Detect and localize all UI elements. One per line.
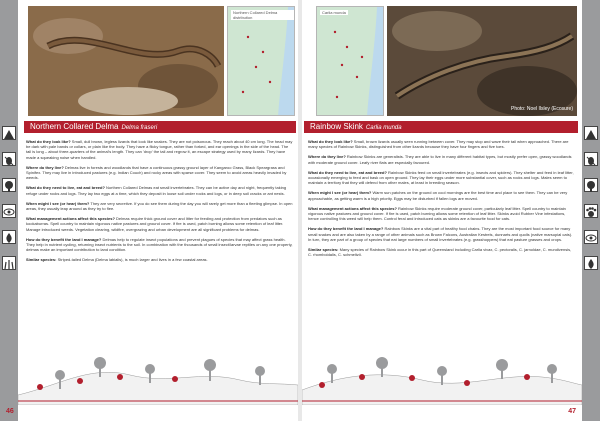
- map-title: Northern Collared Delma distribution: [231, 10, 294, 20]
- section-question: What management actions affect this species?: [308, 205, 397, 211]
- species-name: Northern Collared Delma: [30, 122, 119, 131]
- tree-icon: [584, 178, 598, 192]
- icon-column: [0, 126, 18, 282]
- bug-icon: [584, 152, 598, 166]
- species-body: [26, 139, 294, 268]
- section-question: Similar species:: [308, 247, 339, 253]
- species-photo: [28, 6, 224, 116]
- habitat-profile: [0, 345, 298, 405]
- section-question: What management actions affect this species?: [26, 216, 115, 222]
- section: [26, 139, 294, 160]
- fire-icon: [584, 256, 598, 270]
- section-question: Where do they live?: [308, 154, 346, 160]
- section: [26, 165, 294, 181]
- section-answer: Small, brown lizards usually seen running between cover. They may stop and wave their tail when approached. There are many species of Rainbow Skinks, distinguished from other lizards because they have four fingers and five toes.: [308, 139, 569, 150]
- section-question: What do they need to live, eat and breed?: [308, 169, 387, 175]
- section: [26, 257, 294, 262]
- section: [308, 154, 576, 164]
- habitat-profile: [302, 345, 600, 405]
- section-question: What do they look like?: [26, 139, 71, 144]
- section: [26, 185, 294, 195]
- photo-credit: Photo: Noel Ilsley (Ecosure): [511, 106, 573, 112]
- page-left: [0, 0, 298, 421]
- section-question: How do they benefit the land I manage?: [308, 226, 384, 232]
- section-question: What do they look like?: [308, 139, 353, 144]
- section-answer: Rainbow Skinks feed on small invertebrates (e.g. insects and spiders). They shelter and feed in leaf litter, occasionally emerging to feed and bask on open ground. They lay their eggs under more substantial cover, such as rocks and logs. Males seem to maintain a territory that they will defend from other males, at least in breeding season.: [308, 169, 574, 186]
- section-answer: Rainbow Skinks require moderate ground cover, particularly leaf litter. Spell country to maintain vigorous native pastures and ground cover. If fire is used, patch burning allows some retention of leaf litter. Skinks avoid Rubber Vine infestations, hence controlling this weed will help them. Control feral and introduced cats as skinks are a favourite food for cats.: [308, 205, 566, 222]
- bug-icon: [2, 152, 16, 166]
- section: [308, 247, 576, 257]
- icon-column: [582, 126, 600, 282]
- map-title: Carlia munda: [322, 10, 346, 15]
- distribution-map: [227, 6, 295, 116]
- section-answer: Delmas require thick ground cover and litter for feeding and protection from predators such as kookaburras. Spell country to maintain vigorous native pastures and ground cover. If fire is used, patch burning allows some retention of leaf litter. Manage introduced weeds. Vegetation clearing, wildfire, overgrazing and urban development are all significant problems for delmas.: [26, 216, 284, 232]
- section-answer: Striped-tailed Delma (Delma labialis), is much larger and lives in a few coastal areas.: [57, 257, 208, 263]
- fire-icon: [2, 230, 16, 244]
- section-question: Similar species:: [26, 257, 57, 263]
- species-title-bar: [304, 121, 578, 133]
- section-question: When might I see (or hear) them?: [308, 190, 372, 196]
- page-number: 46: [6, 408, 14, 415]
- shelter-icon: [584, 126, 598, 140]
- section: [308, 170, 576, 186]
- section-answer: Many species of Rainbow Skink occur in this part of Queensland including Carlia vivax, C. pectoralis, C. jarnoldae, C. mundivensis, C. rhomboidalis, C. schmeltzii.: [308, 247, 572, 258]
- section-answer: Northern Collared Delmas eat small invertebrates. They can be active day and night, frequently taking refuge under rocks and logs. They lay two eggs at a time, which they deposit in loose soil under rocks and logs, or in deep soil cracks or ant nests.: [26, 185, 287, 196]
- section-answer: Warm sun patches on the ground on cool mornings are the best time and place to see them. They can be very approachable, as getting warm is a high priority. Eggs may be disturbed if fallen logs are moved.: [308, 190, 568, 201]
- section-answer: Delmas help to regulate insect populations and prevent plagues of species that may affect grass health. They help in nutrient cycling, returning insect nutrients to the soil. In combination with the thousands of small insect/larvae reptiles on any one property, delmas make an important contribution to land condition.: [26, 236, 293, 253]
- scientific-name: Carlia munda: [365, 125, 402, 131]
- paw-icon: [584, 204, 598, 218]
- species-body: [308, 139, 576, 262]
- distribution-map: [316, 6, 384, 116]
- shelter-icon: [2, 126, 16, 140]
- section-question: Where do they live?: [26, 164, 64, 170]
- species-title-bar: [24, 121, 296, 133]
- section: [26, 201, 294, 211]
- species-name: Rainbow Skink: [310, 122, 363, 131]
- section: [308, 206, 576, 222]
- section: [308, 226, 576, 242]
- page-number: 47: [568, 408, 576, 415]
- section-answer: Delmas live in forests and woodlands that have a continuous grassy ground layer of Kangaroo Grass, Black Speargrass and Spinifex. They may live in introduced pastures (e.g. Indian Couch) and rocky areas with sparse cover. They seem to avoid areas heavily invaded by weeds.: [26, 164, 287, 181]
- section-question: What do they need to live, eat and breed?: [26, 185, 105, 191]
- species-photo: [387, 6, 577, 116]
- section: [308, 139, 576, 149]
- section-answer: Small, dull brown, legless lizards that look like snakes. They are not poisonous. They reach about 40 cm long. The head may be dark with pale bands or collars, or plain like the body. They have a flicky tongue, rather than forked, and ear openings in the side of the head. The tail is long – about three-quarters of the animal's length. They can 'drop' the tail and regrow it, an escape strategy used by many lizards. They have made a squeaking noise when handled.: [26, 139, 293, 160]
- eye-icon: [584, 230, 598, 244]
- scientific-name: Delma fraseri: [121, 125, 158, 131]
- section-question: How do they benefit the land I manage?: [26, 236, 102, 242]
- section-question: When might I see (or hear) them?: [26, 200, 90, 206]
- section: [26, 216, 294, 232]
- section-answer: Rainbow Skinks are a vital part of healthy food chains. They are the most important food source for many small snakes and are also taken by a range of other animals such as Brown Falcons, Australian Kestrels, dunnarts and quolls (native marsupial cats). In turn, they are part of a group of species that eat large numbers of small invertebrates (e.g. grasshoppers) that eat pasture grasses and crops.: [308, 226, 573, 242]
- section-answer: Rainbow Skinks are generalists. They are able to live in many different habitat types, but mostly prefer open, grassy woodlands with moderate ground cover. Leafy river flats are especially favoured.: [308, 154, 572, 165]
- eye-icon: [2, 204, 16, 218]
- grass-icon: [2, 256, 16, 270]
- section: [26, 237, 294, 253]
- section-answer: They are very secretive. If you do see them during the day you will rarely get more than a fleeting glimpse. In open areas, they usually leap around as they try to flee.: [26, 200, 293, 212]
- page-right: [302, 0, 600, 421]
- tree-icon: [2, 178, 16, 192]
- section: [308, 190, 576, 200]
